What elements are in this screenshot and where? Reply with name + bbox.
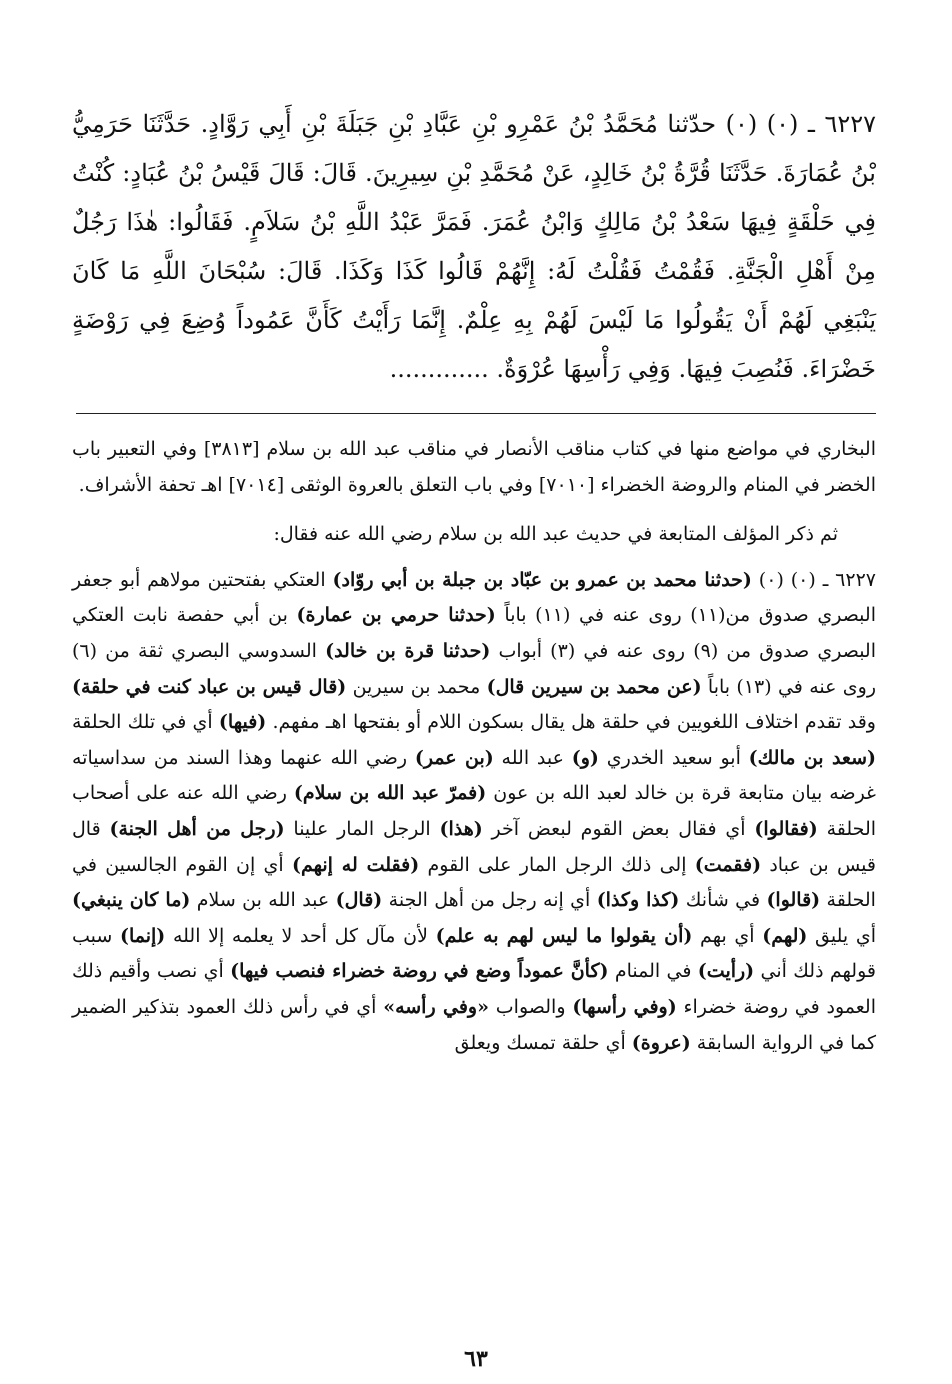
commentary-segment: السدوسي البصري ثقة من (٦) روى عنه في (١٣) باباً — [72, 639, 876, 698]
quoted-matn-segment: (حدثنا قرة بن خالد) — [325, 639, 491, 662]
commentary-segment: لأن مآل كل أحد لا يعلمه إلا الله — [165, 924, 436, 947]
footnote-separator — [76, 413, 876, 414]
quoted-matn-segment: (هذا) — [439, 817, 483, 840]
quoted-matn-segment: (رجل من أهل الجنة) — [109, 817, 285, 840]
commentary-segment: بن أبي حفصة نابت العتكي البصري صدوق من (٩) روى عنه في (٣) أبواب — [72, 604, 876, 662]
commentary-block — [72, 432, 876, 1061]
quoted-matn-segment: (و) — [571, 746, 599, 769]
commentary-segment: العتكي بفتحتين مولاهم أبو جعفر البصري صدوق من(١١) روى عنه في (١١) باباً — [72, 568, 876, 627]
quoted-matn-segment: (ما كان ينبغي) — [72, 889, 191, 912]
commentary-segment: عبد الله بن سلام — [190, 889, 336, 912]
quoted-matn-segment: (عن محمد بن سيرين قال) — [486, 675, 702, 698]
commentary-segment: رضي الله عنه على أصحاب الحلقة — [72, 782, 877, 840]
quoted-matn-segment: «وفي رأسه» — [383, 995, 489, 1018]
quoted-matn-segment: (فقالوا) — [754, 817, 818, 840]
commentary-segment: عبد الله — [493, 746, 572, 769]
commentary-segment: أي يليق — [807, 924, 877, 947]
commentary-segment: في المنام — [608, 960, 698, 983]
quoted-matn-segment: (حدثنا حرمي بن عمارة) — [296, 604, 496, 627]
quoted-matn-segment: (كأنَّ عموداً وضع في روضة خضراء فنصب فيها) — [230, 960, 609, 983]
commentary-segment: ٦٢٢٧ ـ (٠) (٠) — [751, 568, 876, 591]
commentary-segment: أي إن القوم الجالسين في الحلقة — [72, 853, 876, 912]
quoted-matn-segment: (رأيت) — [697, 960, 755, 983]
quoted-matn-segment: (قال) — [335, 889, 383, 912]
intro-paragraph: ثم ذكر المؤلف المتابعة في حديث عبد الله بن سلام رضي الله عنه فقال: — [273, 523, 838, 546]
quoted-matn-segment: (قالوا) — [766, 889, 821, 912]
commentary-segment: إلى ذلك الرجل المار على القوم — [419, 853, 695, 876]
quoted-matn-segment: (قال قيس بن عباد كنت في حلقة) — [72, 675, 347, 698]
hadith-paragraph — [72, 100, 876, 394]
commentary-paragraph — [72, 563, 876, 1061]
commentary-segment: محمد بن سيرين — [346, 675, 487, 698]
quoted-matn-segment: (أن يقولوا ما ليس لهم به علم) — [435, 924, 693, 947]
quoted-matn-segment: (كذا وكذا) — [596, 889, 680, 912]
commentary-segment: أي إنه رجل من أهل الجنة — [382, 889, 597, 912]
quoted-matn-segment: (سعد بن مالك) — [748, 746, 876, 769]
commentary-segment: والصواب — [488, 995, 573, 1018]
commentary-segment: أبو سعيد الخدري — [598, 746, 749, 769]
quoted-matn-segment: (فمرّ عبد الله بن سلام) — [293, 782, 487, 805]
hadith-number: ٦٢٢٧ ـ (٠) (٠) — [725, 110, 876, 138]
quoted-matn-segment: (بن عمر) — [414, 746, 494, 769]
commentary-segment: سبب قولهم ذلك أني — [72, 924, 876, 983]
commentary-segment: رضي الله عنهما وهذا السند من سداسياته غرضه بيان متابعة قرة بن خالد لعبد الله بن عون — [72, 746, 876, 805]
commentary-segment: الرجل المار علينا — [284, 817, 440, 840]
commentary-segment: أي بهم — [692, 924, 763, 947]
quoted-matn-segment: (عروة) — [631, 1031, 691, 1054]
continuation-dots: ............. — [389, 355, 489, 383]
hadith-text: حدّثنا مُحَمَّدُ بْنُ عَمْرِو بْنِ عَبَّادِ بْنِ جَبَلَةَ بْنِ أَبِي رَوَّادٍ. حَدَّثَنَا حَرَمِيُّ بْنُ عُمَارَةَ. حَدَّثَنَا قُرَّةُ بْنُ خَالِدٍ، عَنْ مُحَمَّدِ بْنِ سِيرِينَ. قَالَ: قَالَ قَيْسُ بْنُ عُبَادٍ: كُنْتُ فِي حَلْقَةٍ فِيهَا سَعْدُ بْنُ مَالِكٍ وَابْنُ عُمَرَ. فَمَرَّ عَبْدُ اللَّهِ بْنُ سَلاَمٍ. فَقَالُوا: هٰذَا رَجُلٌ مِنْ أَهْلِ الْجَنَّةِ. فَقُمْتُ فَقُلْتُ لَهُ: إِنَّهُمْ قَالُوا كَذَا وَكَذَا. قَالَ: سُبْحَانَ اللَّهِ مَا كَانَ يَنْبَغِي لَهُمْ أَنْ يَقُولُوا مَا لَيْسَ لَهُمْ بِهِ عِلْمٌ. إِنَّمَا رَأَيْتُ كَأَنَّ عَمُوداً وُضِعَ فِي رَوْضَةٍ خَضْرَاءَ. فَنُصِبَ فِيهَا. وَفِي رَأْسِهَا عُرْوَةٌ. — [72, 110, 876, 383]
quoted-matn-segment: (حدثنا محمد بن عمرو بن عبّاد بن جبلة بن أبي روّاد) — [332, 568, 752, 591]
hadith-text-block — [72, 100, 876, 394]
quoted-matn-segment: (فقمت) — [694, 853, 762, 876]
commentary-segment: أي في رأس ذلك العمود بتذكير الضمير كما في الرواية السابقة — [72, 995, 876, 1054]
commentary-segment: في شأنك — [679, 889, 767, 912]
commentary-segment: أي فقال بعض القوم لبعض آخر — [482, 817, 755, 840]
quoted-matn-segment: (وفي رأسها) — [572, 995, 677, 1018]
takhrij-paragraph: البخاري في مواضع منها في كتاب مناقب الأنصار في مناقب عبد الله بن سلام [٣٨١٣] وفي التعبير باب الخضر في المنام والروضة الخضراء [٧٠١٠] وفي باب التعلق بالعروة الوثقى [٧٠١٤] اهـ تحفة الأشراف. — [72, 438, 876, 496]
quoted-matn-segment: (فيها) — [218, 711, 267, 734]
quoted-matn-segment: (إنما) — [119, 924, 166, 947]
commentary-segment: أي في تلك الحلقة — [72, 711, 219, 734]
commentary-segment: أي نصب وأقيم ذلك العمود في روضة خضراء — [72, 960, 876, 1018]
quoted-matn-segment: (لهم) — [762, 924, 808, 947]
page-number: ٦٣ — [464, 1346, 488, 1372]
commentary-segment: قال قيس بن عباد — [72, 817, 877, 876]
quoted-matn-segment: (فقلت له إنهم) — [291, 853, 420, 876]
commentary-segment: أي حلقة تمسك ويعلق — [454, 1031, 632, 1054]
commentary-segment: وقد تقدم اختلاف اللغويين في حلقة هل يقال بسكون اللام أو بفتحها اهـ مفهم. — [266, 711, 876, 734]
